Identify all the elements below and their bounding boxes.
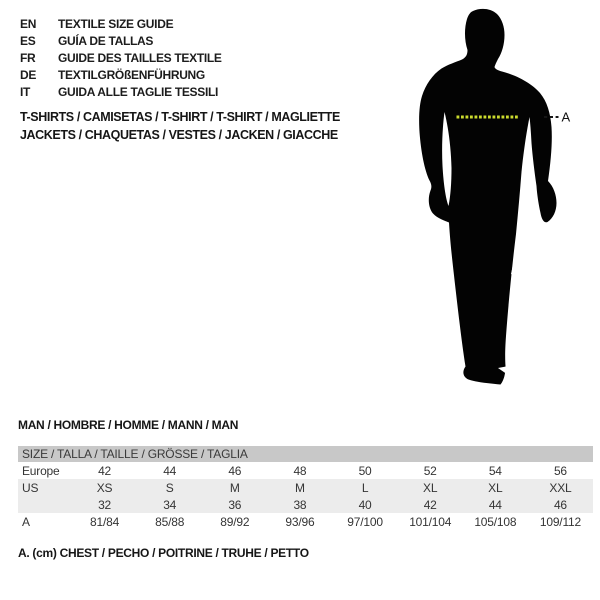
language-code: EN bbox=[20, 16, 37, 31]
size-cell: XS bbox=[96, 480, 113, 495]
language-row bbox=[20, 49, 222, 66]
size-cell: 36 bbox=[228, 497, 242, 512]
language-code: FR bbox=[20, 50, 36, 65]
row-label: US bbox=[22, 480, 39, 495]
language-code: ES bbox=[20, 33, 36, 48]
section-title: MAN / HOMBRE / HOMME / MANN / MAN bbox=[18, 418, 239, 432]
language-code: DE bbox=[20, 67, 37, 82]
language-row bbox=[20, 66, 222, 83]
table-header-row bbox=[18, 446, 593, 462]
size-cell: L bbox=[361, 480, 369, 495]
size-cell: 32 bbox=[98, 497, 112, 512]
size-cell: 50 bbox=[358, 463, 372, 478]
size-cell: 38 bbox=[293, 497, 307, 512]
language-label: TEXTILGRÖßENFÜHRUNG bbox=[58, 67, 205, 82]
size-cell: 89/92 bbox=[220, 514, 250, 529]
language-label: GUÍA DE TALLAS bbox=[58, 33, 154, 48]
size-cell: 101/104 bbox=[409, 514, 452, 529]
table-row bbox=[18, 462, 593, 479]
category-lines bbox=[20, 108, 340, 144]
measurement-footnote: A. (cm) CHEST / PECHO / POITRINE / TRUHE / PETTO bbox=[18, 546, 309, 560]
size-cell: XL bbox=[423, 480, 438, 495]
size-table bbox=[18, 446, 593, 530]
measurement-label-a: A bbox=[561, 109, 571, 125]
size-cell: S bbox=[165, 480, 174, 495]
language-label: GUIDA ALLE TAGLIE TESSILI bbox=[58, 84, 219, 99]
size-cell: 40 bbox=[358, 497, 372, 512]
size-cell: 34 bbox=[163, 497, 177, 512]
language-list bbox=[20, 15, 222, 100]
language-code: IT bbox=[20, 84, 31, 99]
size-cell: 93/96 bbox=[285, 514, 315, 529]
size-cell: 81/84 bbox=[90, 514, 120, 529]
size-cell: 42 bbox=[423, 497, 437, 512]
size-cell: M bbox=[295, 480, 305, 495]
table-header-cell: SIZE / TALLA / TAILLE / GRÖSSE / TAGLIA bbox=[18, 446, 593, 462]
size-cell: XL bbox=[488, 480, 503, 495]
leg-separation-line bbox=[511, 239, 519, 276]
language-row bbox=[20, 32, 222, 49]
size-cell: 52 bbox=[423, 463, 437, 478]
table-row bbox=[18, 479, 593, 496]
size-cell: 46 bbox=[228, 463, 242, 478]
row-label bbox=[18, 496, 72, 513]
size-cell: 109/112 bbox=[539, 514, 581, 529]
size-cell: 44 bbox=[163, 463, 177, 478]
table-row bbox=[18, 496, 593, 513]
category-line-tshirts: T-SHIRTS / CAMISETAS / T-SHIRT / T-SHIRT / MAGLIETTE bbox=[20, 110, 340, 124]
size-cell: M bbox=[229, 480, 240, 495]
size-cell: 42 bbox=[98, 463, 112, 478]
size-table-body bbox=[18, 462, 593, 530]
size-cell: XXL bbox=[549, 480, 572, 495]
size-cell: 46 bbox=[553, 497, 567, 512]
size-cell: 48 bbox=[293, 463, 307, 478]
language-row bbox=[20, 15, 222, 32]
language-row bbox=[20, 83, 222, 100]
man-silhouette bbox=[419, 9, 556, 385]
language-label: TEXTILE SIZE GUIDE bbox=[58, 16, 174, 31]
size-cell: 56 bbox=[553, 463, 567, 478]
size-cell: 54 bbox=[488, 463, 502, 478]
category-line-jackets: JACKETS / CHAQUETAS / VESTES / JACKEN / GIACCHE bbox=[20, 128, 338, 142]
shoe-top-notch bbox=[498, 367, 506, 374]
size-cell: 85/88 bbox=[155, 514, 185, 529]
size-cell: 105/108 bbox=[474, 514, 517, 529]
size-cell: 97/100 bbox=[347, 514, 383, 529]
row-label: Europe bbox=[22, 463, 60, 478]
row-label: A bbox=[22, 514, 30, 529]
language-label: GUIDE DES TAILLES TEXTILE bbox=[58, 50, 222, 65]
size-cell: 44 bbox=[488, 497, 502, 512]
table-row bbox=[18, 513, 593, 530]
